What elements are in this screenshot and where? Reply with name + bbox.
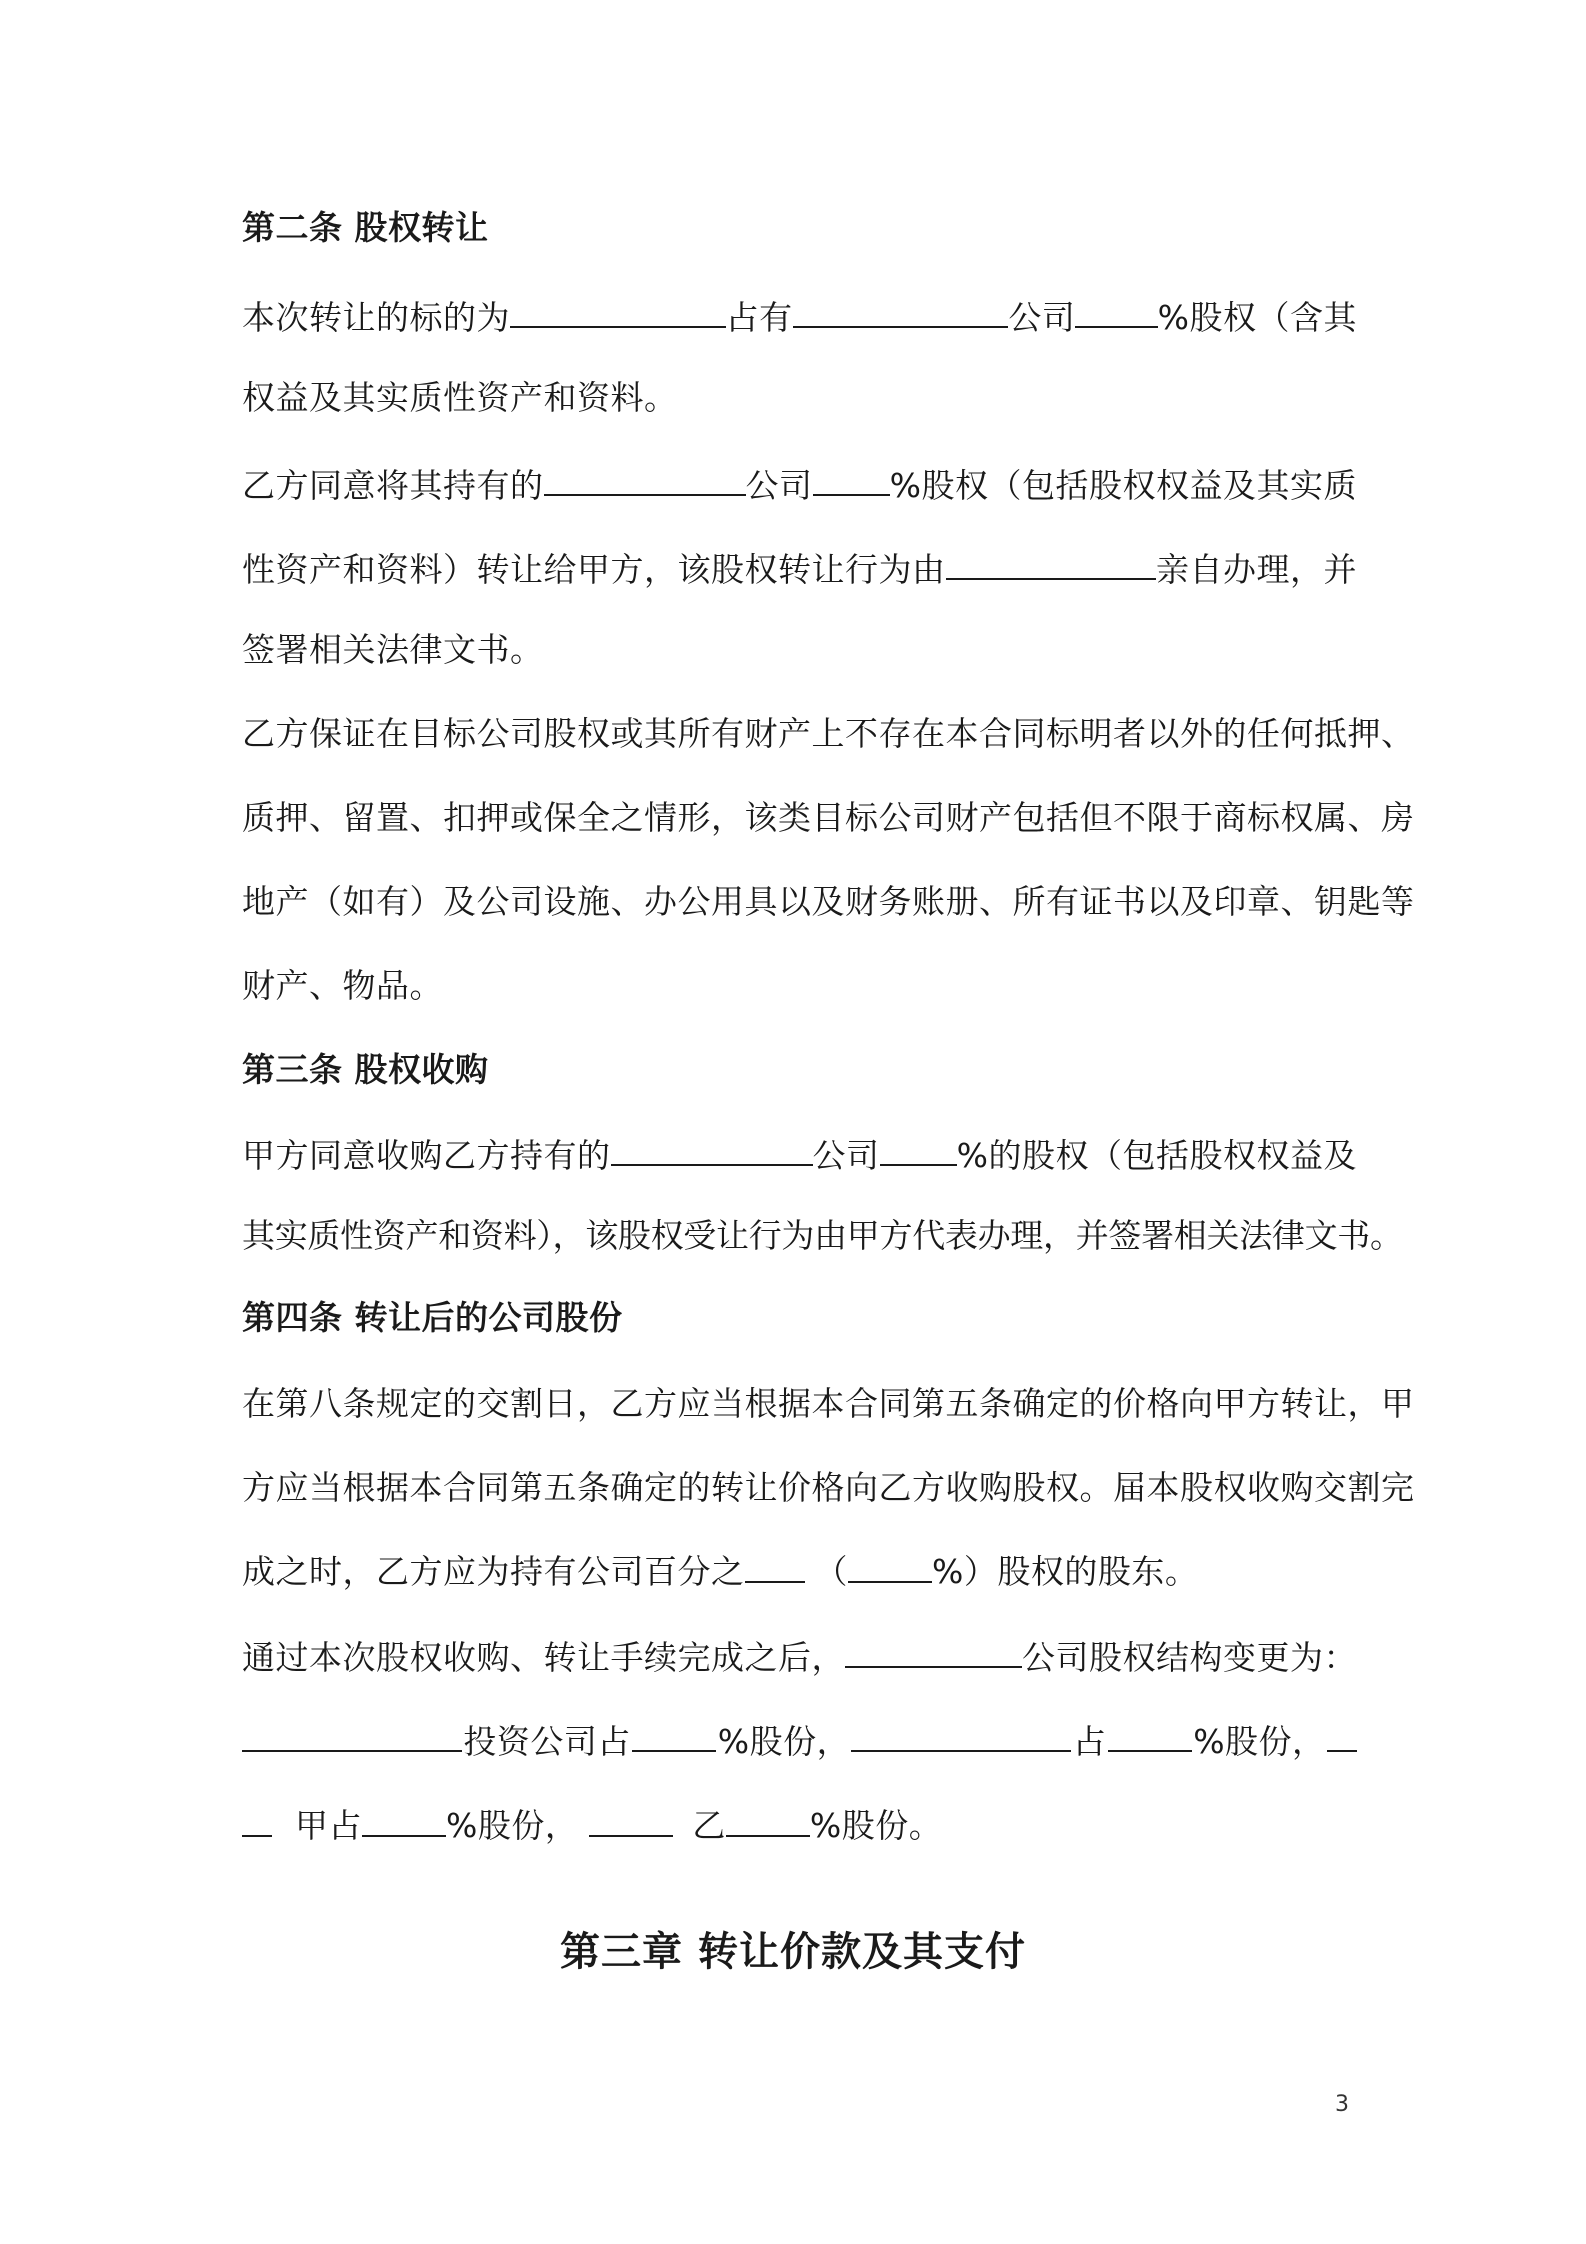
article-3-paragraph-1-line-2: 其实质性资产和资料），该股权受让行为由甲方代表办理，并签署相关法律文书。 [242, 1216, 1403, 1255]
blank-field [589, 1805, 673, 1837]
blank-field [813, 464, 890, 496]
text-segment: 投资公司占 [463, 1722, 631, 1761]
text-segment: 公司 [1008, 298, 1076, 337]
blank-field [632, 1720, 716, 1752]
article-4-paragraph-2-line-2 [242, 1720, 1357, 1764]
text-segment: 乙方同意将其持有的 [242, 466, 544, 505]
blank-field [845, 1636, 1022, 1668]
article-3-paragraph-1-line-1 [242, 1134, 1357, 1178]
text-segment: %股份， [1193, 1722, 1326, 1761]
text-segment: 公司 [745, 466, 813, 505]
article-3-heading: 第三条 股权收购 [242, 1050, 489, 1089]
blank-field [611, 1134, 813, 1166]
blank-field [242, 1805, 272, 1837]
text-segment: 乙 [692, 1806, 726, 1845]
article-2-paragraph-3-line-1: 乙方保证在目标公司股权或其所有财产上不存在本合同标明者以外的任何抵押、 [242, 714, 1415, 753]
page-number: 3 [1335, 2092, 1349, 2117]
article-2-paragraph-2-line-2 [242, 548, 1357, 592]
blank-field [793, 296, 1009, 328]
article-2-paragraph-1-line-1 [242, 296, 1357, 340]
text-segment: 公司 [812, 1136, 880, 1175]
article-2-paragraph-3-line-2: 质押、留置、扣押或保全之情形，该类目标公司财产包括但不限于商标权属、房 [242, 798, 1415, 837]
article-2-paragraph-2-line-1 [242, 464, 1357, 508]
text-segment: %股份， [446, 1806, 579, 1845]
chapter-3-title: 第三章 转让价款及其支付 [560, 1929, 1026, 1975]
article-4-paragraph-1-line-2: 方应当根据本合同第五条确定的转让价格向乙方收购股权。届本股权收购交割完 [242, 1468, 1415, 1507]
blank-field [1075, 296, 1157, 328]
article-2-heading: 第二条 股权转让 [242, 208, 489, 247]
blank-field [544, 464, 746, 496]
article-4-paragraph-1-line-3 [242, 1550, 1357, 1594]
article-4-paragraph-2-line-1 [242, 1636, 1357, 1680]
article-2-paragraph-1-line-2: 权益及其实质性资产和资料。 [242, 378, 678, 417]
text-segment: 占有 [725, 298, 793, 337]
article-2-paragraph-3-line-3: 地产（如有）及公司设施、办公用具以及财务账册、所有证书以及印章、钥匙等 [242, 882, 1415, 921]
blank-field [848, 1551, 932, 1583]
text-segment: %）股权的股东。 [932, 1552, 1199, 1591]
blank-field [851, 1720, 1071, 1752]
text-segment: 成之时，乙方应为持有公司百分之 [242, 1552, 745, 1591]
text-segment: %股权（包括股权权益及其实质 [889, 466, 1357, 505]
article-4-paragraph-1-line-1: 在第八条规定的交割日，乙方应当根据本合同第五条确定的价格向甲方转让，甲 [242, 1384, 1415, 1423]
text-segment: 甲方同意收购乙方持有的 [242, 1136, 611, 1175]
text-segment: %股权（含其 [1157, 298, 1358, 337]
article-4-paragraph-2-line-3 [242, 1804, 1357, 1848]
blank-field [510, 296, 726, 328]
text-segment: 性资产和资料）转让给甲方，该股权转让行为由 [242, 550, 946, 589]
article-2-paragraph-3-line-4: 财产、物品。 [242, 966, 443, 1005]
text-segment: 公司股权结构变更为： [1022, 1638, 1357, 1677]
blank-field [946, 548, 1157, 580]
blank-field [362, 1805, 446, 1837]
text-segment: 占 [1072, 1722, 1107, 1761]
text-segment: %的股权（包括股权权益及 [956, 1136, 1357, 1175]
blank-field [1327, 1720, 1357, 1752]
blank-field [1108, 1720, 1192, 1752]
article-4-heading: 第四条 转让后的公司股份 [242, 1298, 623, 1337]
article-2-paragraph-2-line-3: 签署相关法律文书。 [242, 630, 544, 669]
text-segment: %股份。 [809, 1806, 943, 1845]
text-segment: 亲自办理，并 [1156, 550, 1357, 589]
text-segment: %股份， [717, 1722, 851, 1761]
text-segment: 甲占 [295, 1806, 362, 1845]
blank-field [726, 1805, 810, 1837]
blank-field [880, 1134, 957, 1166]
text-segment: 本次转让的标的为 [242, 298, 510, 337]
text-segment: （ [814, 1552, 848, 1591]
blank-field [745, 1551, 805, 1583]
blank-field [242, 1720, 462, 1752]
text-segment: 通过本次股权收购、转让手续完成之后， [242, 1638, 845, 1677]
